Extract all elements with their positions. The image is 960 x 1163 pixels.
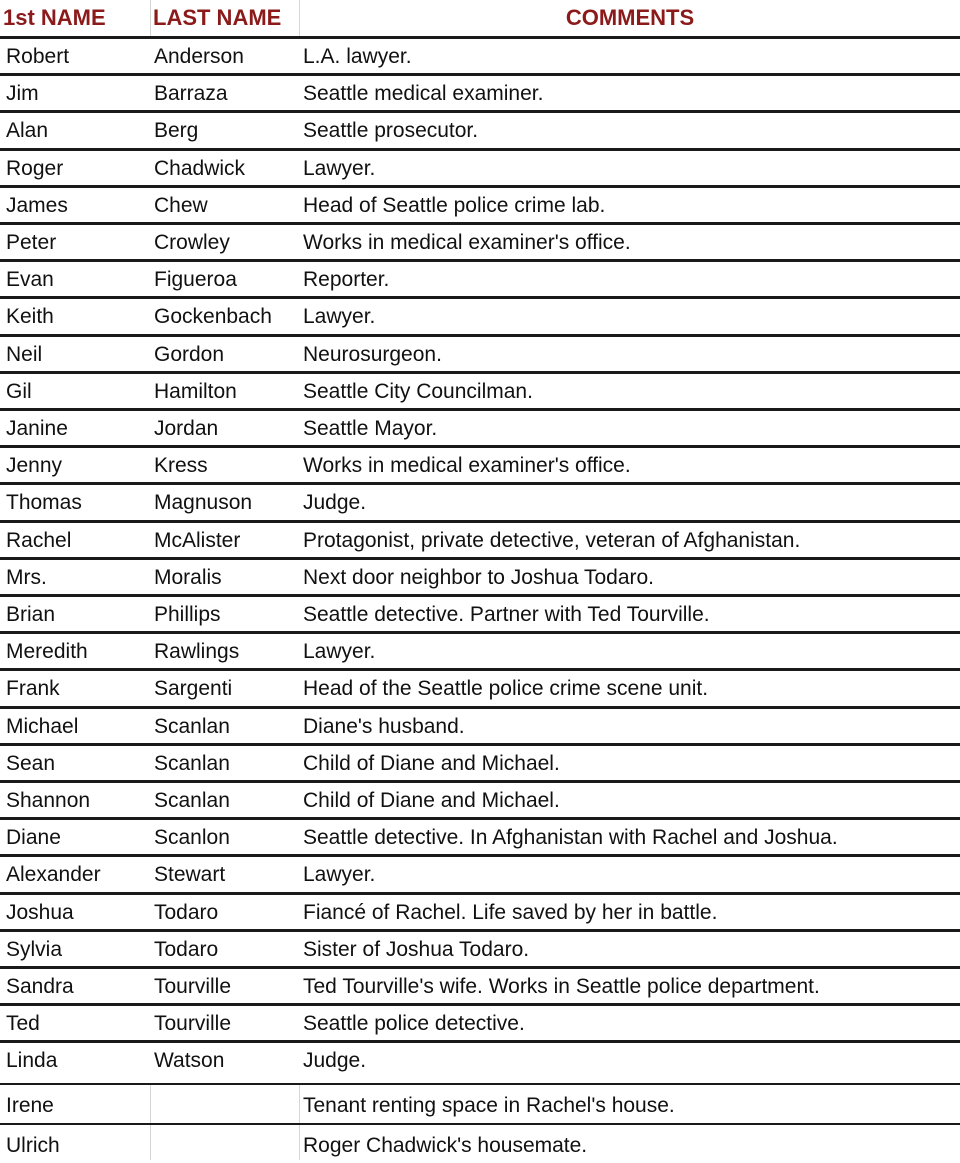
- header-last-name: LAST NAME: [153, 5, 282, 30]
- last-name-cell: Gordon: [154, 342, 225, 366]
- row-divider: [0, 557, 960, 560]
- row-divider: [0, 371, 960, 374]
- row-divider: [0, 929, 960, 932]
- table-row: [0, 743, 960, 780]
- last-name-cell: Scanlan: [154, 751, 230, 775]
- table-row: [0, 929, 960, 966]
- row-divider: [0, 1040, 960, 1043]
- first-name-cell: Brian: [6, 603, 56, 626]
- comment-cell: Head of the Seattle police crime scene unit.: [303, 677, 709, 701]
- table-row: [0, 73, 960, 110]
- last-name-cell: Figueroa: [154, 268, 237, 292]
- last-name-cell: Rawlings: [154, 640, 240, 664]
- comment-cell: L.A. lawyer.: [303, 45, 412, 68]
- row-divider: [0, 148, 960, 151]
- comment-cell: Roger Chadwick's housemate.: [303, 1134, 588, 1157]
- comment-cell: Tenant renting space in Rachel's house.: [303, 1094, 675, 1117]
- comment-cell: Lawyer.: [303, 863, 376, 887]
- table-row: [0, 520, 960, 557]
- table-row: [0, 408, 960, 445]
- row-divider: [0, 780, 960, 783]
- table-row: [0, 780, 960, 817]
- row-divider: [0, 482, 960, 485]
- row-divider: [0, 1083, 960, 1085]
- last-name-cell: Jordan: [154, 417, 219, 440]
- comment-cell: Judge.: [303, 491, 367, 515]
- row-divider: [0, 73, 960, 76]
- table-row: [0, 371, 960, 408]
- row-divider: [0, 1003, 960, 1006]
- last-name-cell: Chew: [154, 193, 208, 217]
- first-name-cell: Frank: [6, 677, 60, 701]
- row-divider: [0, 1123, 960, 1125]
- table-row: [0, 1040, 960, 1077]
- table-row: [0, 1123, 960, 1163]
- header-first-name: 1st NAME: [3, 5, 106, 30]
- table-row: [0, 966, 960, 1003]
- header-comments: COMMENTS: [565, 5, 695, 30]
- first-name-cell: Roger: [6, 156, 64, 180]
- comment-cell: Neurosurgeon.: [303, 342, 442, 366]
- first-name-cell: Sandra: [6, 975, 74, 998]
- comment-cell: Seattle police detective.: [303, 1012, 525, 1036]
- row-divider: [0, 854, 960, 857]
- table-row: [0, 631, 960, 668]
- first-name-cell: Linda: [6, 1049, 58, 1073]
- table-row: [0, 445, 960, 482]
- table-row: [0, 296, 960, 333]
- first-name-cell: Alexander: [6, 863, 101, 887]
- comment-cell: Head of Seattle police crime lab.: [303, 193, 606, 217]
- last-name-cell: Phillips: [154, 603, 221, 626]
- table-row: [0, 1003, 960, 1040]
- first-name-cell: Ted: [6, 1012, 40, 1036]
- table-row: [0, 854, 960, 891]
- last-name-cell: Watson: [154, 1049, 225, 1073]
- first-name-cell: Alan: [6, 119, 49, 143]
- comment-cell: Judge.: [303, 1049, 367, 1073]
- row-divider: [0, 296, 960, 299]
- last-name-cell: McAlister: [154, 528, 241, 552]
- table-row: [0, 817, 960, 854]
- table-row: [0, 706, 960, 743]
- comment-cell: Seattle City Councilman.: [303, 379, 533, 403]
- first-name-cell: Jenny: [6, 454, 63, 478]
- comment-cell: Diane's husband.: [303, 714, 465, 738]
- comment-cell: Protagonist, private detective, veteran of Afghanistan.: [303, 528, 801, 552]
- table-row: [0, 892, 960, 929]
- last-name-cell: Kress: [154, 454, 208, 478]
- first-name-cell: Joshua: [6, 900, 74, 924]
- comment-cell: Works in medical examiner's office.: [303, 231, 631, 254]
- last-name-cell: Barraza: [154, 82, 228, 106]
- last-name-cell: Scanlan: [154, 789, 230, 812]
- column-divider: [299, 0, 300, 36]
- row-divider: [0, 892, 960, 895]
- last-name-cell: Gockenbach: [154, 305, 272, 329]
- last-name-cell: Scanlan: [154, 714, 230, 738]
- first-name-cell: Shannon: [6, 789, 91, 812]
- row-divider: [0, 706, 960, 709]
- last-name-cell: Todaro: [154, 937, 219, 961]
- last-name-cell: Magnuson: [154, 491, 253, 515]
- comment-cell: Seattle prosecutor.: [303, 119, 479, 143]
- comment-cell: Lawyer.: [303, 305, 376, 329]
- row-divider: [0, 110, 960, 113]
- first-name-cell: Peter: [6, 231, 57, 254]
- first-name-cell: Janine: [6, 417, 68, 440]
- last-name-cell: Sargenti: [154, 677, 233, 701]
- last-name-cell: Hamilton: [154, 379, 237, 403]
- last-name-cell: Moralis: [154, 565, 222, 589]
- first-name-cell: Mrs.: [6, 565, 47, 589]
- row-divider: [0, 631, 960, 634]
- last-name-cell: Chadwick: [154, 156, 246, 180]
- comment-cell: Seattle Mayor.: [303, 417, 438, 440]
- last-name-cell: Todaro: [154, 900, 219, 924]
- first-name-cell: Michael: [6, 714, 79, 738]
- column-divider: [150, 0, 151, 36]
- comment-cell: Works in medical examiner's office.: [303, 454, 631, 478]
- table-row: [0, 334, 960, 371]
- table-row: [0, 36, 960, 73]
- comment-cell: Child of Diane and Michael.: [303, 789, 560, 812]
- row-divider: [0, 743, 960, 746]
- comment-cell: Seattle detective. In Afghanistan with Rachel and Joshua.: [303, 826, 838, 850]
- table-row: [0, 185, 960, 222]
- last-name-cell: Stewart: [154, 863, 226, 887]
- comment-cell: Lawyer.: [303, 640, 376, 664]
- row-divider: [0, 594, 960, 597]
- comment-cell: Fiancé of Rachel. Life saved by her in battle.: [303, 900, 718, 924]
- row-divider: [0, 36, 960, 39]
- first-name-cell: Evan: [6, 268, 54, 292]
- row-divider: [0, 668, 960, 671]
- table-row: [0, 482, 960, 519]
- comment-cell: Seattle detective. Partner with Ted Tourville.: [303, 603, 710, 626]
- first-name-cell: James: [6, 193, 68, 217]
- first-name-cell: Jim: [6, 82, 39, 106]
- row-divider: [0, 408, 960, 411]
- first-name-cell: Thomas: [6, 491, 82, 515]
- table-row: [0, 259, 960, 296]
- table-row: [0, 668, 960, 705]
- table-row: [0, 222, 960, 259]
- row-divider: [0, 817, 960, 820]
- row-divider: [0, 520, 960, 523]
- comment-cell: Lawyer.: [303, 156, 376, 180]
- first-name-cell: Diane: [6, 826, 61, 850]
- comment-cell: Next door neighbor to Joshua Todaro.: [303, 565, 655, 589]
- table-row: [0, 110, 960, 147]
- row-divider: [0, 445, 960, 448]
- last-name-cell: Scanlon: [154, 826, 230, 850]
- row-divider: [0, 334, 960, 337]
- first-name-cell: Neil: [6, 342, 43, 366]
- last-name-cell: Crowley: [154, 231, 230, 254]
- first-name-cell: Rachel: [6, 528, 72, 552]
- table-row: [0, 1083, 960, 1123]
- comment-cell: Ted Tourville's wife. Works in Seattle police department.: [303, 975, 820, 998]
- last-name-cell: Tourville: [154, 1012, 232, 1036]
- row-divider: [0, 259, 960, 262]
- table-row: [0, 594, 960, 631]
- last-name-cell: Berg: [154, 119, 199, 143]
- first-name-cell: Meredith: [6, 640, 88, 664]
- row-divider: [0, 222, 960, 225]
- last-name-cell: Anderson: [154, 45, 244, 68]
- first-name-cell: Sylvia: [6, 937, 63, 961]
- first-name-cell: Robert: [6, 45, 70, 68]
- comment-cell: Child of Diane and Michael.: [303, 751, 560, 775]
- first-name-cell: Ulrich: [6, 1134, 60, 1157]
- comment-cell: Seattle medical examiner.: [303, 82, 544, 106]
- table-row: [0, 148, 960, 185]
- row-divider: [0, 185, 960, 188]
- first-name-cell: Keith: [6, 305, 54, 329]
- table-row: [0, 557, 960, 594]
- first-name-cell: Sean: [6, 751, 56, 775]
- comment-cell: Sister of Joshua Todaro.: [303, 937, 530, 961]
- first-name-cell: Irene: [6, 1094, 54, 1117]
- comment-cell: Reporter.: [303, 268, 390, 292]
- first-name-cell: Gil: [6, 379, 32, 403]
- row-divider: [0, 966, 960, 969]
- last-name-cell: Tourville: [154, 975, 232, 998]
